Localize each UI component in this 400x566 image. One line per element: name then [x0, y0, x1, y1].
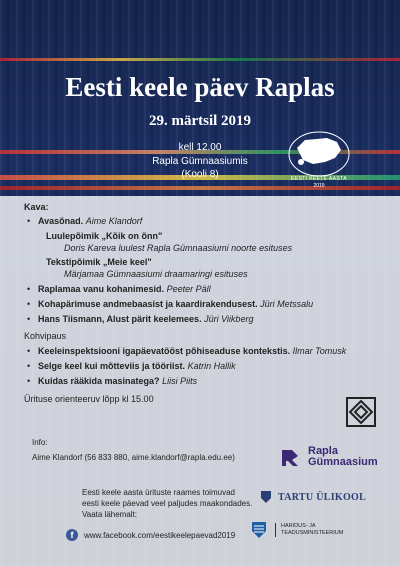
list-item: • Avasõnad. Aime Klandorf: [24, 215, 394, 227]
list-item: • Hans Tiismann, Alust pärit keelemees. Jüri Viikberg: [24, 313, 394, 325]
ministry-name: HARIDUS- JA: [281, 523, 316, 529]
ministry-name-2: TEADUSMINISTEERIUM: [281, 530, 344, 536]
list-item: • Selge keel kui mõtteviis ja tööriist. Katrin Hallik: [24, 360, 394, 372]
end-time: Ürituse orienteeruv lõpp kl 15.00: [24, 394, 154, 404]
ministry-logo: [251, 521, 343, 539]
tartu-crest-icon: [260, 490, 272, 504]
footer-text: [82, 487, 252, 520]
tartu-name: TARTU ÜLIKOOL: [278, 491, 367, 503]
coffee-break: Kohvipaus: [24, 331, 67, 341]
tartu-logo: [260, 490, 366, 504]
rapla-logo-icon: [280, 446, 302, 468]
list-item: • Keeleinspektsiooni igapäevatööst põhiseaduse kontekstis. Ilmar Tomusk: [24, 345, 394, 357]
sub-item-title: Tekstipõimik „Meie keel": [46, 257, 152, 267]
footer-line: eesti keele päevad veel paljudes maakondades.: [82, 499, 253, 508]
list-item: • Kohapärimuse andmebaasist ja kaardirakendusest. Jüri Metssalu: [24, 298, 394, 310]
info-contact: Aime Klandorf (56 833 880, aime.klandorf@rapla.edu.ee): [32, 453, 235, 462]
list-item: • Kuidas rääkida masinatega? Liisi Piits: [24, 375, 394, 387]
facebook-link[interactable]: [66, 529, 235, 541]
sub-item-desc: Märjamaa Gümnaasiumi draamaringi esituses: [64, 269, 248, 279]
event-address: (Kooli 8): [181, 169, 219, 180]
facebook-icon: f: [66, 529, 78, 541]
program: [24, 202, 394, 404]
decorative-stripe: [0, 58, 400, 61]
event-venue: Rapla Gümnaasiumis: [152, 156, 248, 167]
sub-item-title: Luulepõimik „Kõik on õnn": [46, 231, 163, 241]
program-heading: Kava:: [24, 202, 49, 212]
badge-year: 2019: [313, 183, 325, 189]
sub-item-desc: Doris Kareva luulest Rapla Gümnaasiumi noorte esituses: [64, 243, 293, 253]
event-time: kell 12.00: [178, 142, 222, 153]
list-item: • Raplamaa vanu kohanimesid. Peeter Päll: [24, 283, 394, 295]
info-block: [32, 438, 235, 468]
page-title: Eesti keele päev Raplas: [65, 72, 335, 102]
badge-label: EESTI KEELE AASTA: [291, 176, 347, 182]
rapla-name: Rapla: [308, 445, 338, 457]
facebook-url[interactable]: www.facebook.com/eestikeelepaevad2019: [84, 530, 236, 540]
knot-logo-icon: [346, 397, 376, 427]
footer-line: Vaata lähemalt:: [82, 510, 137, 519]
event-date: 29. märtsil 2019: [148, 113, 252, 129]
rapla-logo: [280, 446, 378, 468]
info-label: Info:: [32, 438, 48, 447]
coat-of-arms-icon: [251, 521, 267, 539]
footer-line: Eesti keele aasta ürituste raames toimuvad: [82, 488, 235, 497]
rapla-name-2: Gümnaasium: [308, 456, 378, 468]
